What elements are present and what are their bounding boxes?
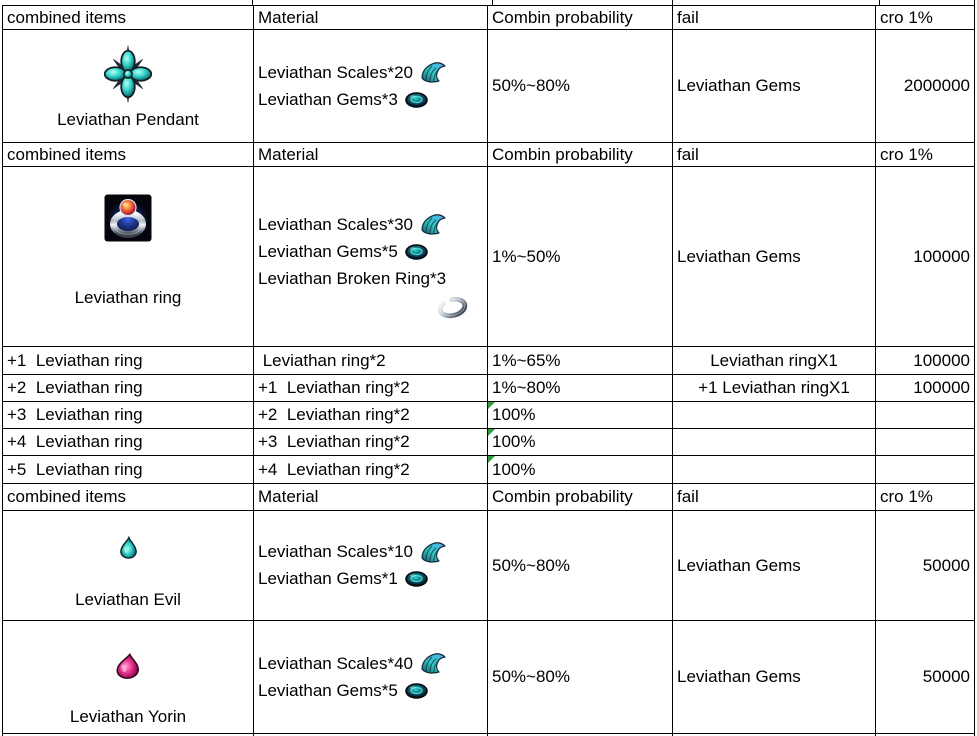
header-row <box>3 6 975 30</box>
material-text: Leviathan Gems*1 <box>258 569 398 588</box>
pendant-icon <box>101 43 155 105</box>
cell-upgrade-cro[interactable] <box>876 375 975 402</box>
material-line <box>258 59 487 86</box>
material-text: +4 Leviathan ring*2 <box>258 459 410 479</box>
table-row-evil <box>3 511 975 621</box>
probability-value: 50%~80% <box>492 555 570 575</box>
table-row-upgrade-3 <box>3 402 975 429</box>
material-text: Leviathan Scales*40 <box>258 653 414 673</box>
header-label: combined items <box>7 487 127 506</box>
error-indicator-triangle <box>488 402 495 409</box>
material-line <box>258 650 487 677</box>
cell-ring-probability[interactable] <box>488 167 673 347</box>
cell-ring-material[interactable] <box>254 167 488 347</box>
cro-value: 100000 <box>913 350 970 370</box>
item-name: +3 Leviathan ring <box>7 405 143 424</box>
cell-upgrade-item[interactable] <box>3 402 254 429</box>
header-cell-fail[interactable] <box>673 6 876 30</box>
cro-value: 50000 <box>922 555 970 575</box>
table-row-pendant <box>3 30 975 143</box>
gem-icon <box>405 683 428 699</box>
error-indicator-triangle <box>488 456 495 463</box>
cell-pendant-item[interactable] <box>3 30 254 143</box>
cro-value: 100000 <box>913 246 970 266</box>
cell-upgrade-cro[interactable] <box>876 347 975 375</box>
material-line <box>258 211 487 238</box>
material-text: Leviathan Scales*10 <box>258 542 414 561</box>
header-cell-fail[interactable] <box>673 484 876 511</box>
item-name: Leviathan Yorin <box>69 707 187 726</box>
fail-value: +1 Leviathan ringX1 <box>698 378 850 397</box>
evil-gem-icon <box>118 535 139 560</box>
header-label: cro 1% <box>880 487 933 506</box>
error-indicator-triangle <box>488 429 495 436</box>
cell-pendant-material[interactable] <box>254 30 488 143</box>
probability-value: 100% <box>492 459 536 479</box>
material-text: Leviathan Scales*20 <box>258 62 414 82</box>
material-line <box>258 677 487 704</box>
cell-upgrade-material[interactable] <box>254 456 488 484</box>
cell-upgrade-material[interactable] <box>254 347 488 375</box>
cell-yorin-fail[interactable] <box>673 621 876 734</box>
gem-icon <box>405 244 428 260</box>
material-text: Leviathan ring*2 <box>258 350 386 370</box>
scale-icon <box>420 62 446 83</box>
header-cell-combined-items[interactable] <box>3 6 254 30</box>
header-row <box>3 484 975 511</box>
cell-yorin-probability[interactable] <box>488 621 673 734</box>
cell-pendant-fail[interactable] <box>673 30 876 143</box>
header-label: Combin probability <box>492 7 633 27</box>
header-cell-cro[interactable] <box>876 484 975 511</box>
header-label: Combin probability <box>492 487 633 506</box>
header-label: Material <box>258 144 319 164</box>
cell-upgrade-item[interactable] <box>3 429 254 456</box>
cell-upgrade-item[interactable] <box>3 347 254 375</box>
header-label: fail <box>677 7 699 27</box>
item-name: +1 Leviathan ring <box>7 350 143 370</box>
material-text: Leviathan Gems*5 <box>258 680 398 700</box>
cell-yorin-item[interactable] <box>3 621 254 734</box>
header-label: combined items <box>7 144 127 164</box>
cell-evil-fail[interactable] <box>673 511 876 621</box>
probability-value: 1%~80% <box>492 378 561 397</box>
header-label: Material <box>258 7 319 27</box>
header-cell-cro[interactable] <box>876 6 975 30</box>
probability-value: 100% <box>492 405 536 424</box>
header-cell-material[interactable] <box>254 6 488 30</box>
cell-yorin-cro[interactable] <box>876 621 975 734</box>
cell-upgrade-fail[interactable] <box>673 402 876 429</box>
header-row <box>3 143 975 167</box>
material-text: +3 Leviathan ring*2 <box>258 432 410 451</box>
cell-pendant-cro[interactable] <box>876 30 975 143</box>
cro-value: 100000 <box>913 378 970 397</box>
cell-pendant-probability[interactable] <box>488 30 673 143</box>
cell-upgrade-material[interactable] <box>254 429 488 456</box>
fail-value: Leviathan Gems <box>677 667 801 686</box>
cell-upgrade-material[interactable] <box>254 402 488 429</box>
material-text: Leviathan Scales*30 <box>258 214 414 234</box>
header-cell-material[interactable] <box>254 484 488 511</box>
fail-value: Leviathan Gems <box>677 246 801 266</box>
cell-upgrade-probability[interactable] <box>488 347 673 375</box>
cell-ring-fail[interactable] <box>673 167 876 347</box>
header-label: fail <box>677 144 699 164</box>
cell-upgrade-fail[interactable] <box>673 429 876 456</box>
material-text: +1 Leviathan ring*2 <box>258 378 410 397</box>
header-cell-cro[interactable] <box>876 143 975 167</box>
probability-value: 1%~65% <box>492 350 561 370</box>
cell-upgrade-cro[interactable] <box>876 402 975 429</box>
cell-upgrade-cro[interactable] <box>876 456 975 484</box>
cell-upgrade-probability[interactable] <box>488 429 673 456</box>
table-row-yorin <box>3 621 975 734</box>
header-cell-probability[interactable] <box>488 6 673 30</box>
header-cell-probability[interactable] <box>488 484 673 511</box>
probability-value: 50%~80% <box>492 76 570 95</box>
cro-value: 50000 <box>922 667 970 686</box>
probability-value: 1%~50% <box>492 246 561 266</box>
item-name: +2 Leviathan ring <box>7 378 143 397</box>
material-text: Leviathan Broken Ring*3 <box>258 268 447 288</box>
scale-icon <box>420 214 446 235</box>
yorin-gem-icon <box>114 653 142 679</box>
item-name: +5 Leviathan ring <box>7 459 143 479</box>
cell-upgrade-item[interactable] <box>3 456 254 484</box>
material-line <box>258 86 487 113</box>
cell-upgrade-material[interactable] <box>254 375 488 402</box>
table-row-upgrade-4 <box>3 429 975 456</box>
cell-upgrade-fail[interactable] <box>673 456 876 484</box>
header-cell-combined-items[interactable] <box>3 143 254 167</box>
fail-value: Leviathan Gems <box>677 76 801 95</box>
header-label: Combin probability <box>492 144 633 164</box>
cell-evil-item[interactable] <box>3 511 254 621</box>
cell-upgrade-item[interactable] <box>3 375 254 402</box>
cell-upgrade-cro[interactable] <box>876 429 975 456</box>
cell-upgrade-fail[interactable] <box>673 347 876 375</box>
material-line <box>258 566 487 593</box>
gem-icon <box>405 92 428 108</box>
material-text: Leviathan Gems*3 <box>258 89 398 109</box>
header-label: Material <box>258 487 319 506</box>
header-label: fail <box>677 487 699 506</box>
table-row-upgrade-2 <box>3 375 975 402</box>
material-line <box>258 292 487 322</box>
probability-value: 50%~80% <box>492 667 570 686</box>
cell-evil-material[interactable] <box>254 511 488 621</box>
material-line <box>258 539 487 566</box>
cro-value: 2000000 <box>903 76 970 95</box>
material-text: Leviathan Gems*5 <box>258 241 398 261</box>
combine-table <box>2 5 975 734</box>
material-line <box>258 238 487 265</box>
header-label: combined items <box>7 7 127 27</box>
fail-value: Leviathan Gems <box>677 555 801 575</box>
item-name: +4 Leviathan ring <box>7 432 143 451</box>
header-cell-probability[interactable] <box>488 143 673 167</box>
header-cell-fail[interactable] <box>673 143 876 167</box>
header-label: cro 1% <box>880 144 933 164</box>
item-name: Leviathan ring <box>74 287 182 307</box>
item-name: Leviathan Evil <box>75 590 181 609</box>
cell-upgrade-probability[interactable] <box>488 456 673 484</box>
ring-icon <box>104 194 152 242</box>
table-row-upgrade-1 <box>3 347 975 375</box>
item-name: Leviathan Pendant <box>57 109 199 129</box>
gem-icon <box>405 571 428 587</box>
table-row-ring <box>3 167 975 347</box>
fail-value: Leviathan ringX1 <box>710 350 838 370</box>
cell-upgrade-fail[interactable] <box>673 375 876 402</box>
scale-icon <box>420 542 446 563</box>
scale-icon <box>420 653 446 674</box>
cell-ring-item[interactable] <box>3 167 254 347</box>
header-cell-material[interactable] <box>254 143 488 167</box>
broken-ring-icon <box>434 293 471 322</box>
cell-evil-probability[interactable] <box>488 511 673 621</box>
cell-upgrade-probability[interactable] <box>488 375 673 402</box>
header-label: cro 1% <box>880 7 933 27</box>
cell-evil-cro[interactable] <box>876 511 975 621</box>
cell-yorin-material[interactable] <box>254 621 488 734</box>
table-row-upgrade-5 <box>3 456 975 484</box>
cell-upgrade-probability[interactable] <box>488 402 673 429</box>
cell-ring-cro[interactable] <box>876 167 975 347</box>
material-text: +2 Leviathan ring*2 <box>258 405 410 424</box>
material-line <box>258 265 487 292</box>
probability-value: 100% <box>492 432 536 451</box>
header-cell-combined-items[interactable] <box>3 484 254 511</box>
